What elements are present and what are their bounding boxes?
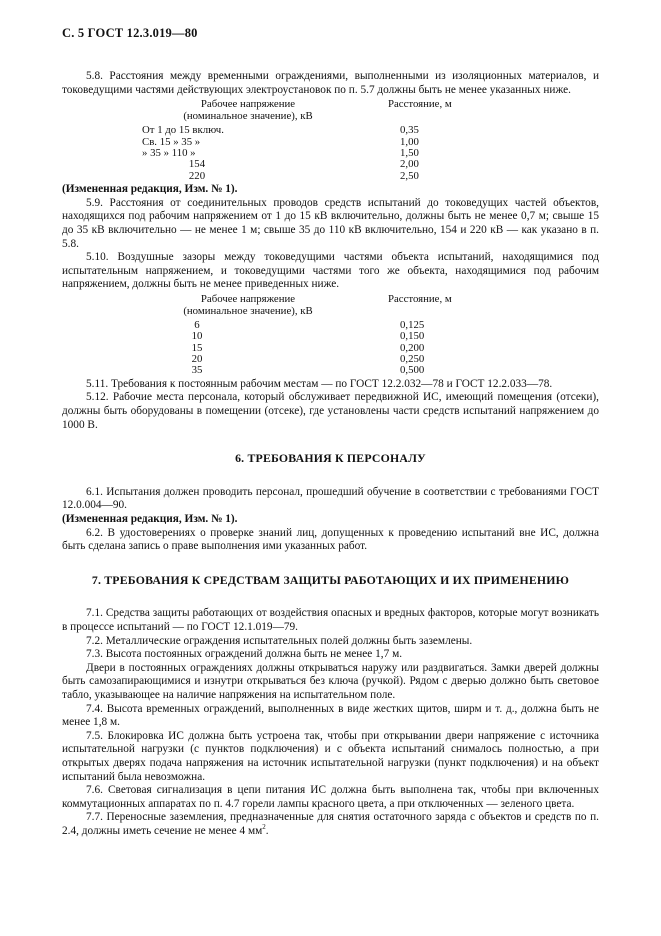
edit-note: (Измененная редакция, Изм. № 1).: [62, 183, 238, 196]
section-6-heading: 6. ТРЕБОВАНИЯ К ПЕРСОНАЛУ: [235, 451, 426, 466]
voltage-cell: От 1 до 15 включ.: [142, 124, 224, 137]
paragraph-7-5: 7.5. Блокировка ИС должна быть устроена так, чтобы при открывании двери напряжение с источника испытательной нагрузки (с пунктов подключения) и с объекта испытаний снималось полностью, а при открытых дверях подача напряжения на источник испытательной нагрузки (пункт подключения) и на объект испытаний была невозможна.: [62, 729, 599, 783]
voltage-cell: 20: [191, 353, 203, 366]
voltage-cell: Св. 15 » 35 »: [142, 135, 201, 148]
paragraph-6-2: 6.2. В удостоверениях о проверке знаний лиц, допущенных к проведению испытаний вне ИС, должна быть сделана запись о праве выполнения ими указанных работ.: [62, 526, 599, 553]
paragraph-6-1: 6.1. Испытания должен проводить персонал, прошедший обучение в соответствии с требованиями ГОСТ 12.0.004—90.: [62, 485, 599, 512]
distance-cell: 2,50: [400, 169, 419, 182]
distance-cell: 0,200: [400, 341, 425, 354]
voltage-cell: 154: [188, 158, 206, 171]
distance-cell: 0,500: [400, 364, 425, 377]
paragraph-7-7-end: .: [265, 824, 269, 837]
table1-col1-header: Рабочее напряжение (номинальное значение), кВ: [183, 98, 313, 123]
table-row: [62, 353, 599, 364]
table-row: [62, 319, 599, 330]
table-row: [62, 330, 599, 341]
table-row: [62, 124, 599, 135]
distance-cell: 1,50: [400, 146, 419, 159]
distance-cell: 1,00: [400, 135, 419, 148]
document-body: [62, 70, 599, 838]
distance-cell: 0,250: [400, 353, 425, 366]
page-header: С. 5 ГОСТ 12.3.019—80: [62, 26, 198, 40]
table2-col2-header: Расстояние, м: [388, 292, 452, 305]
table-row: [62, 170, 599, 181]
section-7-heading: 7. ТРЕБОВАНИЯ К СРЕДСТВАМ ЗАЩИТЫ РАБОТАЮЩИХ И ИХ ПРИМЕНЕНИЮ: [91, 572, 570, 587]
paragraph-7-7: [62, 811, 599, 838]
table1-col2-header: Расстояние, м: [388, 98, 452, 111]
paragraph-5-12: 5.12. Рабочие места персонала, который обслуживает передвижной ИС, имеющий помещения (отсеки), должны быть оборудованы в помещении (отсеке), где установлены части средств испытаний напряжением до 1000 В.: [62, 391, 599, 431]
table-row: [62, 342, 599, 353]
table2-col1-header: Рабочее напряжение (номинальное значение), кВ: [183, 292, 313, 318]
voltage-cell: 10: [191, 330, 203, 343]
voltage-cell: 15: [191, 341, 203, 354]
paragraph-7-3: 7.3. Высота постоянных ограждений должна быть не менее 1,7 м.: [86, 648, 403, 661]
voltage-cell: » 35 » 110 »: [142, 146, 196, 159]
paragraph-5-8: 5.8. Расстояния между временными ограждениями, выполненными из изоляционных материалов, и токоведущими частями действующих электроустановок по п. 5.7 должны быть не менее указанных ниже.: [62, 70, 599, 96]
superscript-two: 2: [262, 823, 266, 832]
paragraph-7-3-doors: Двери в постоянных ограждениях должны открываться наружу или раздвигаться. Замки дверей должны быть самозапирающимися и изнутри открываться без ключа (ручкой). Рядом с дверью должно быть световое табло, указывающее на наличие напряжения на испытательном поле.: [62, 661, 599, 701]
paragraph-7-6: 7.6. Световая сигнализация в цепи питания ИС должна быть выполнена так, чтобы при включенных коммутационных аппаратах по п. 4.7 горели лампы красного цвета, а при отключенных — зеленого цвета.: [62, 784, 599, 810]
paragraph-5-9: 5.9. Расстояния от соединительных проводов средств испытаний до токоведущих частей объектов, находящихся под рабочим напряжением от 1 до 15 кВ включительно, должны быть не менее 0,7 м; свыше 15 до 35 кВ включительно — не менее 1 м; свыше 35 до 110 кВ включительно, 154 и 220 кВ — как указано в п. 5.8.: [62, 196, 599, 250]
table-row: [62, 158, 599, 169]
paragraph-7-2: 7.2. Металлические ограждения испытательных полей должны быть заземлены.: [86, 634, 473, 647]
paragraph-7-1: 7.1. Средства защиты работающих от воздействия опасных и вредных факторов, которые могут возникать в процессе испытаний — по ГОСТ 12.1.019—79.: [62, 607, 599, 633]
table-row: [62, 136, 599, 147]
table-row: [62, 147, 599, 158]
distance-cell: 0,150: [400, 330, 425, 343]
distance-cell: 0,125: [400, 318, 425, 331]
table-row: [62, 364, 599, 375]
paragraph-7-7-text: 7.7. Переносные заземления, предназначенные для снятия остаточного заряда с объектов и средств по п. 2.4, должны иметь сечение не менее 4 мм: [62, 811, 599, 837]
edit-note: (Измененная редакция, Изм. № 1).: [62, 513, 238, 525]
distance-cell: 2,00: [400, 158, 419, 171]
distance-table-1: [62, 98, 599, 181]
paragraph-7-4: 7.4. Высота временных ограждений, выполненных в виде жестких щитов, ширм и т. д., должна быть не менее 1,8 м.: [62, 702, 599, 729]
paragraph-5-10: 5.10. Воздушные зазоры между токоведущими частями объекта испытаний, находящимися под испытательным напряжением, и токоведущими частями того же объекта, находящимися под рабочим напряжением, должны быть не менее приведенных ниже.: [62, 251, 599, 291]
distance-table-2: [62, 293, 599, 376]
voltage-cell: 35: [191, 364, 203, 377]
distance-cell: 0,35: [400, 124, 419, 137]
paragraph-5-11: 5.11. Требования к постоянным рабочим местам — по ГОСТ 12.2.032—78 и ГОСТ 12.2.033—78.: [86, 377, 553, 390]
voltage-cell: 6: [194, 318, 200, 331]
voltage-cell: 220: [188, 169, 206, 182]
